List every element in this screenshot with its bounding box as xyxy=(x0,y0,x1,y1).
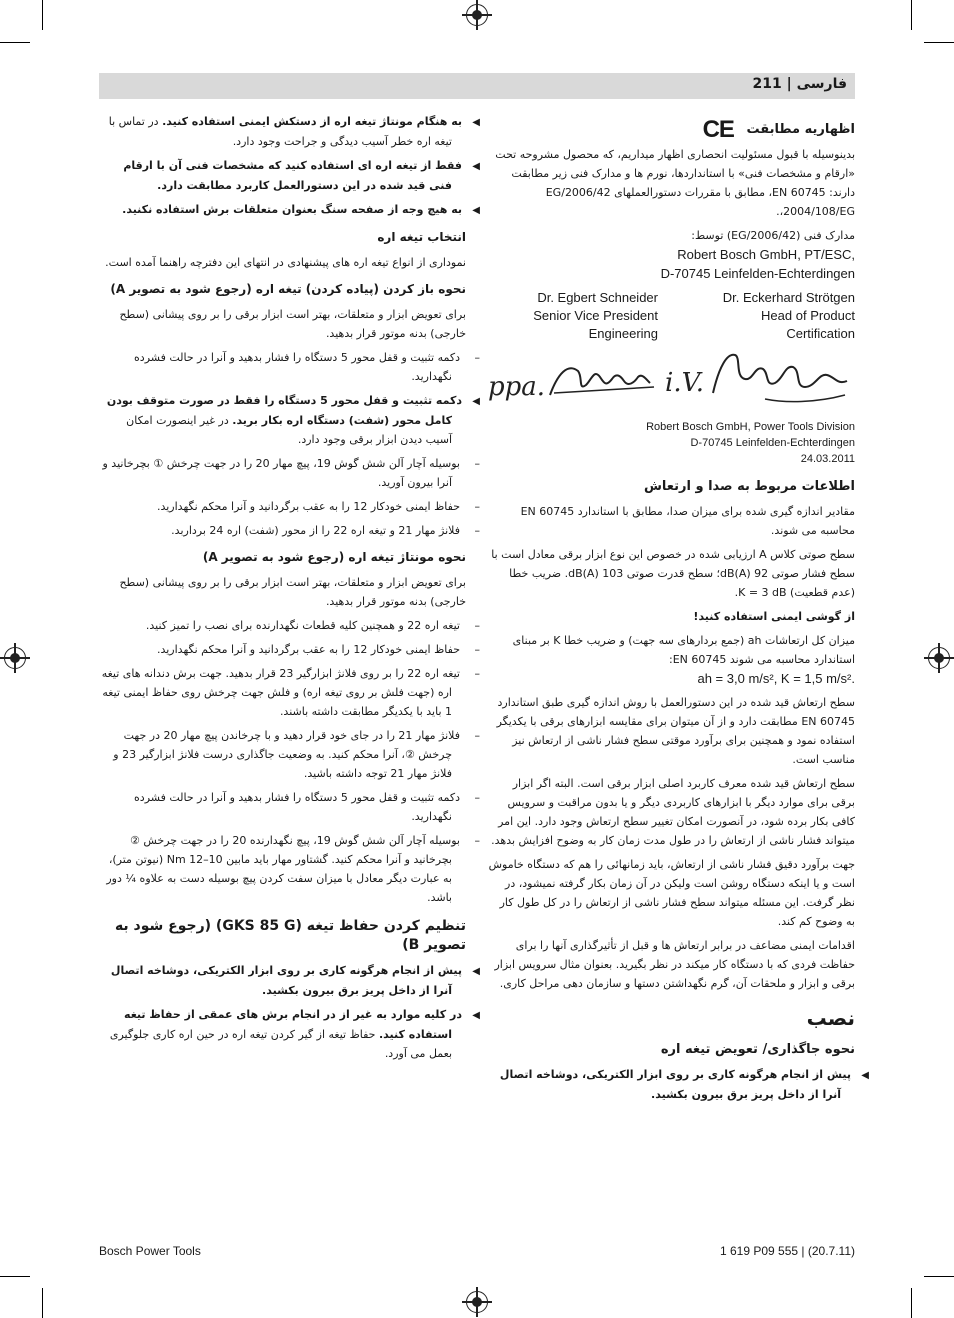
registration-mark-icon xyxy=(928,647,950,669)
mount-step-6: –بوسیله آچار آلن شش گوش 19، پیچ نگهدارنده 20 را در جهت چرخش ② بچرخانید و آنرا محکم کنید. گشتاور مهار باید مابین 10–12 Nm (نیوتن متر)، به عبارت دیگر معادل با میزان سفت کردن پیچ بوسیله دست به علاوه ¼ دور باشد. xyxy=(106,834,480,904)
signatory-title: Engineering xyxy=(588,326,658,341)
crop-mark xyxy=(42,1288,43,1318)
signatory-title: Senior Vice President xyxy=(533,308,658,323)
mount-blade-heading: نحوه مونتاژ تیغه اره (رجوع شود به تصویر A) xyxy=(202,550,466,564)
noise-paragraph-2: سطح صوتی کلاس A ارزیابی شده در خصوص این نوع ابزار برقی معادل است با سطح فشار صوتی 92 dB(A)؛ سطح قدرت صوتی 103 dB(A). ضریب خطا (عدم قطعیت) K = 3 dB. xyxy=(491,548,855,599)
signature-iv: i.V. xyxy=(665,368,705,398)
safety-warning-gloves: ◀به هنگام مونتاژ تیغه اره از دستکش ایمنی استفاده کنید. در تماس با تیغه اره خطر آسیب دیدگی و جراحت وجود دارد. xyxy=(108,115,480,148)
signatory-left xyxy=(488,289,658,343)
vibration-paragraph-1: میزان کل ارتعاشات ah (جمع بردارهای سه جهت) و ضریب خطا K بر مبنای استاندارد محاسبه می شوند EN 60745: xyxy=(512,634,855,666)
signature-right-image xyxy=(665,343,855,413)
ear-protection-warning: از گوشی ایمنی استفاده کنید! xyxy=(693,610,855,623)
select-blade-text: نموداری از انواع تیغه اره های پیشنهادی در انتهای این دفترچه راهنما آمده است. xyxy=(105,256,466,269)
mount-step-5: –دکمه تثبیت و قفل محور 5 دستگاه را فشار بدهید و آنرا در حالت فشرده نگهدارید. xyxy=(134,791,480,823)
signatures xyxy=(488,343,855,413)
crop-mark xyxy=(0,42,30,43)
blade-change-warning: ◀پیش از انجام هرگونه کاری بر روی ابزار الکتریکی، دوشاخه اتصال آنرا از داخل پریز برق بیرون بکشید. xyxy=(499,1068,869,1101)
noise-paragraph-1: مقادیر اندازه گیری شده برای میزان صدا، مطابق با استاندارد EN 60745 محاسبه می شوند. xyxy=(520,505,855,537)
step-text: تیغه اره 22 و همچنین کلیه قطعات نگهدارنده برای نصب را تمیز کنید. xyxy=(145,619,460,632)
signatory-title: Certification xyxy=(786,326,855,341)
crop-mark xyxy=(924,1276,954,1277)
warning-text: در غیر اینصورت امکان آسیب دیدن ابزار برقی وجود دارد. xyxy=(126,414,452,446)
mount-blade-intro: برای تعویض ابزار و متعلقات، بهتر است ابزار برقی را بر روی پیشانی (سطح خارجی) بدنه موتور قرار بدهید. xyxy=(119,576,466,608)
warning-bold-text: به هیچ وجه از صفحه سنگ بعنوان متعلقات برش استفاده نکنید. xyxy=(122,203,462,216)
step-text: تیغه اره 22 را بر روی فلانژ ابزارگیر 23 قرار بدهید. جهت برش دندانه های تیغه اره (جهت فلش بر روی تیغه اره) و فلش جهت چرخش روی حفاظ ایمنی تیغه 1 باید با یکدیگر مطابقت داشته باشند. xyxy=(101,667,460,718)
blade-guard-warning-1: ◀پیش از انجام هرگونه کاری بر روی ابزار الکتریکی، دوشاخه اتصال آنرا از داخل پریز برق بیرون بکشید. xyxy=(110,964,480,997)
warning-bold-text: به هنگام مونتاژ تیغه اره از دستکش ایمنی استفاده کنید. xyxy=(162,115,462,128)
conformity-heading xyxy=(488,116,855,143)
registration-mark-icon xyxy=(466,1291,488,1313)
mount-step-1: –تیغه اره 22 و همچنین کلیه قطعات نگهدارنده برای نصب را تمیز کنید. xyxy=(145,619,480,632)
vibration-paragraph-2: سطح ارتعاش قید شده در این دستورالعمل با روش اندازه گیری طبق استاندارد EN 60745 مطابقت دارد و از آن میتوان برای مقایسه ابزارهای برقی با یکدیگر استفاده نمود و همچنین برای برآورد موقتی سطح فشار ناشی از ارتعاش نیز مناسب است. xyxy=(496,696,855,766)
right-column xyxy=(488,112,869,1109)
signature-left-image xyxy=(488,343,658,413)
vibration-paragraph-3: سطح ارتعاش قید شده معرف کاربرد اصلی ابزار برقی است. البته اگر ابزار برقی برای موارد دیگر با ابزارهای کاربردی دیگر و یا بدون مراقبت و سرویس کافی بکار برده شود، در آنصورت امکان تغییر سطح ارتعاش وجود دارد. این امر میتواند فشار ناشی از ارتعاش را در طول مدت زمان کار به وضوح افزایش بدهد. xyxy=(491,777,855,847)
warning-bold-text: در کلیه موارد به غیر از در انجام برش های عمقی از حفاظ تیغه استفاده کنید. xyxy=(124,1008,462,1041)
company-line-1: Robert Bosch GmbH, PT/ESC, xyxy=(677,247,855,262)
signatory-title: Head of Product xyxy=(761,308,855,323)
remove-blade-intro: برای تعویض ابزار و متعلقات، بهتر است ابزار برقی را بر روی پیشانی (سطح خارجی) بدنه موتور قرار بدهید. xyxy=(119,308,466,340)
footer-left: Bosch Power Tools xyxy=(99,1244,201,1258)
signature-ppa: ppa. xyxy=(488,372,546,402)
tech-docs-label: مدارک فنی (2006/42/EG) توسط: xyxy=(691,229,855,242)
noise-heading: اطلاعات مربوط به صدا و ارتعاش xyxy=(643,479,855,494)
signatory-name: Dr. Eckerhard Strötgen xyxy=(722,290,855,305)
left-column xyxy=(99,112,480,1068)
vibration-values: ah = 3,0 m/s², K = 1,5 m/s². xyxy=(697,671,855,686)
warning-bold-text: پیش از انجام هرگونه کاری بر روی ابزار الکتریکی، دوشاخه اتصال آنرا از داخل پریز برق بیرون بکشید. xyxy=(110,964,462,997)
conformity-heading-text: اظهاریه مطابقت xyxy=(746,122,855,137)
signatories xyxy=(488,289,855,343)
safety-warning-blade-spec: ◀فقط از تیغه اره ای استفاده کنید که مشخصات فنی آن با ارقام فنی قید شده در این دستورالعمل کاربرد مطابقت دارد. xyxy=(123,159,480,192)
step-text: دکمه تثبیت و قفل محور 5 دستگاه را فشار بدهید و آنرا در حالت فشرده نگهدارید. xyxy=(134,351,460,383)
mount-step-2: –حفاظ ایمنی خودکار 12 را به عقب برگردانید و آنرا محکم نگهدارید. xyxy=(156,643,480,656)
mount-step-3: –تیغه اره 22 را بر روی فلانژ ابزارگیر 23 قرار بدهید. جهت برش دندانه های تیغه اره (جهت فلش بر روی تیغه اره) و فلش جهت چرخش روی حفاظ ایمنی تیغه 1 باید با یکدیگر مطابقت داشته باشند. xyxy=(101,667,480,718)
registration-mark-icon xyxy=(4,647,26,669)
blade-guard-warning-2: ◀در کلیه موارد به غیر از در انجام برش های عمقی از حفاظ تیغه استفاده کنید. حفاظ تیغه از گیر کردن تیغه اره در حین اره کاری جلوگیری بعمل می آورد. xyxy=(109,1008,480,1060)
declaration-date: 24.03.2011 xyxy=(800,453,855,465)
remove-step-3: –حفاظ ایمنی خودکار 12 را به عقب برگردانید و آنرا محکم نگهدارید. xyxy=(156,500,480,513)
step-text: بوسیله آچار آلن شش گوش 19، پیچ مهار 20 را در جهت چرخش ① بچرخانید و آنرا بیرون آورید. xyxy=(102,457,460,489)
remove-warning: ◀دکمه تثبیت و قفل محور 5 دستگاه را فقط در صورت متوقف بودن کامل محور (شفت) دستگاه اره بکار برید. در غیر اینصورت امکان آسیب دیدن ابزار برقی وجود دارد. xyxy=(106,394,480,446)
warning-text: در تماس با تیغه اره خطر آسیب دیدگی و جراحت وجود دارد. xyxy=(108,115,452,148)
page-header xyxy=(99,73,855,99)
conformity-text: بدینوسیله با قبول مسئولیت انحصاری اظهار میداریم، که محصول مشروحه تحت «ارقام و مشخصات فنی» با استانداردها، نورم ها و مدارک فنی زیر مطابقت دارند: EN 60745، مطابق با مقررات دستورالعملهای 2006/42/EG ،2004/108/EG. xyxy=(495,148,855,218)
warning-text: پیش از انجام هرگونه کاری بر روی ابزار الکتریکی، دوشاخه اتصال آنرا از داخل پریز برق بیرون بکشید. xyxy=(499,1068,851,1101)
warning-text: حفاظ تیغه از گیر کردن تیغه اره در حین اره کاری جلوگیری بعمل می آورد. xyxy=(109,1028,452,1060)
warning-bold-text: دکمه تثبیت و قفل محور 5 دستگاه را فقط در صورت متوقف بودن کامل محور (شفت) دستگاه اره بکار برید. xyxy=(106,394,462,427)
select-blade-heading: انتخاب تیغه اره xyxy=(377,230,466,244)
step-text: حفاظ ایمنی خودکار 12 را به عقب برگردانید و آنرا محکم نگهدارید. xyxy=(156,643,460,656)
step-text: دکمه تثبیت و قفل محور 5 دستگاه را فشار بدهید و آنرا در حالت فشرده نگهدارید. xyxy=(134,791,460,823)
remove-step-2: –بوسیله آچار آلن شش گوش 19، پیچ مهار 20 را در جهت چرخش ① بچرخانید و آنرا بیرون آورید. xyxy=(102,457,480,489)
crop-mark xyxy=(911,0,912,30)
step-text: حفاظ ایمنی خودکار 12 را به عقب برگردانید و آنرا محکم نگهدارید. xyxy=(156,500,460,513)
step-text: فلانژ مهار 21 و تیغه اره 22 را از محور (شفت) اره 24 برداربد. xyxy=(171,524,460,537)
remove-step-1: –دکمه تثبیت و قفل محور 5 دستگاه را فشار بدهید و آنرا در حالت فشرده نگهدارید. xyxy=(134,351,480,383)
step-text: فلانژ مهار 21 را در جای خود قرار دهید و با چرخاندن پیچ مهار 20 در جهت چرخش ②، آنرا محکم کنید. به وضعیت جاگذاری درست فلانژ ابزارگیر 23 و فلانژ مهار 21 توجه داشته باشید. xyxy=(113,729,460,780)
install-heading: نصب xyxy=(806,1006,855,1030)
blade-change-heading: نحوه جاگذاری/ تعویض تیغه اره xyxy=(660,1042,855,1057)
warning-bold-text: فقط از تیغه اره ای استفاده کنید که مشخصات فنی آن با ارقام فنی قید شده در این دستورالعمل کاربرد مطابقت دارد. xyxy=(123,159,462,192)
signatory-name: Dr. Egbert Schneider xyxy=(537,290,658,305)
blade-guard-heading: تنظیم کردن حفاظ تیغه (GKS 85 G) (رجوع شود به تصویر B) xyxy=(114,918,466,953)
signatory-right xyxy=(685,289,855,343)
safety-warning-grinding-disc: ◀به هیچ وجه از صفحه سنگ بعنوان متعلقات برش استفاده نکنید. xyxy=(122,203,480,216)
remove-blade-heading: نحوه باز کردن (پیاده کردن) تیغه اره (رجوع شود به تصویر A) xyxy=(110,282,466,296)
crop-mark xyxy=(924,42,954,43)
vibration-paragraph-5: اقدامات ایمنی مضاعف در برابر ارتعاش ها و قبل از تأثیرگذاری آنها را برای حفاظت فردی که با دستگاه کار میکند در نظر بگیرید. بعنوان مثال سرویس ابزار برقی و ابزار و ملحقات آن، گرم نگهداشتن دستها و سازمان دهی مراحل کاری. xyxy=(494,939,855,990)
crop-mark xyxy=(0,1276,30,1277)
mount-step-4: –فلانژ مهار 21 را در جای خود قرار دهید و با چرخاندن پیچ مهار 20 در جهت چرخش ②، آنرا محکم کنید. به وضعیت جاگذاری درست فلانژ ابزارگیر 23 و فلانژ مهار 21 توجه داشته باشید. xyxy=(113,729,480,780)
crop-mark xyxy=(911,1288,912,1318)
crop-mark xyxy=(42,0,43,30)
footer-right: 1 619 P09 555 | (20.7.11) xyxy=(720,1244,855,1258)
ce-mark-icon: CE xyxy=(702,116,734,143)
vibration-paragraph-4: جهت برآورد دقیق فشار ناشی از ارتعاش، باید زمانهائی را هم که دستگاه خاموش است و یا اینکه دستگاه روشن است ولیکن در آن زمان بکار گرفته نمیشود، در نظر گرفت. این مسئله میتواند سطح فشار ناشی از ارتعاش را در کل طول کار به وضوح کم کند. xyxy=(488,858,855,928)
division-line-2: D-70745 Leinfelden-Echterdingen xyxy=(690,437,855,449)
division-line-1: Robert Bosch GmbH, Power Tools Division xyxy=(646,421,855,433)
registration-mark-icon xyxy=(466,4,488,26)
step-text: بوسیله آچار آلن شش گوش 19، پیچ نگهدارنده 20 را در جهت چرخش ② بچرخانید و آنرا محکم کنید. گشتاور مهار باید مابین 10–12 Nm (نیوتن متر)، به عبارت دیگر معادل با میزان سفت کردن پیچ بوسیله دست به علاوه ¼ دور باشد. xyxy=(106,834,460,904)
company-line-2: D-70745 Leinfelden-Echterdingen xyxy=(660,266,855,281)
remove-step-4: –فلانژ مهار 21 و تیغه اره 22 را از محور (شفت) اره 24 برداربد. xyxy=(171,524,480,537)
page-number-title: فارسی | 211 xyxy=(752,76,847,92)
